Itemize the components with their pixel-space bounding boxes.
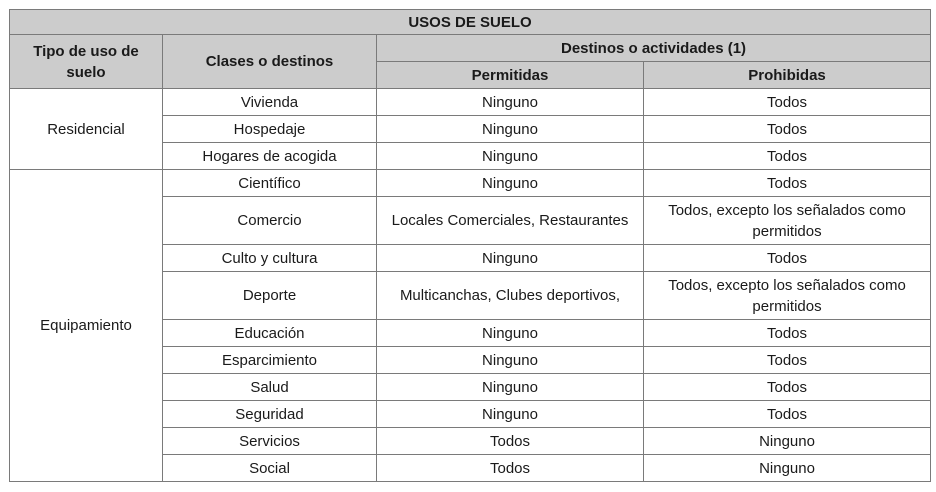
table-title: USOS DE SUELO [10, 10, 931, 35]
permitidas-cell: Ninguno [377, 143, 644, 170]
prohibidas-cell: Todos [644, 320, 931, 347]
clase-cell: Educación [163, 320, 377, 347]
permitidas-cell: Todos [377, 428, 644, 455]
clase-cell: Servicios [163, 428, 377, 455]
permitidas-cell: Todos [377, 455, 644, 482]
prohibidas-cell: Ninguno [644, 455, 931, 482]
prohibidas-cell: Todos [644, 401, 931, 428]
prohibidas-cell: Todos [644, 170, 931, 197]
tipo-cell: Equipamiento [10, 170, 163, 482]
clase-cell: Salud [163, 374, 377, 401]
header-prohibidas: Prohibidas [644, 62, 931, 89]
clase-cell: Científico [163, 170, 377, 197]
clase-cell: Culto y cultura [163, 245, 377, 272]
prohibidas-cell: Todos [644, 374, 931, 401]
header-permitidas: Permitidas [377, 62, 644, 89]
clase-cell: Vivienda [163, 89, 377, 116]
clase-cell: Hogares de acogida [163, 143, 377, 170]
prohibidas-cell: Todos [644, 116, 931, 143]
permitidas-cell: Ninguno [377, 89, 644, 116]
prohibidas-cell: Todos, excepto los señalados como permitidos [644, 197, 931, 245]
clase-cell: Esparcimiento [163, 347, 377, 374]
land-use-table [9, 9, 931, 482]
prohibidas-cell: Ninguno [644, 428, 931, 455]
header-tipo: Tipo de uso de suelo [10, 35, 163, 89]
prohibidas-cell: Todos [644, 245, 931, 272]
clase-cell: Seguridad [163, 401, 377, 428]
header-destinos: Destinos o actividades (1) [377, 35, 931, 62]
prohibidas-cell: Todos [644, 143, 931, 170]
clase-cell: Social [163, 455, 377, 482]
permitidas-cell: Ninguno [377, 116, 644, 143]
header-clases: Clases o destinos [163, 35, 377, 89]
tipo-cell: Residencial [10, 89, 163, 170]
table-row [10, 170, 931, 197]
table-row [10, 89, 931, 116]
permitidas-cell: Ninguno [377, 320, 644, 347]
permitidas-cell: Ninguno [377, 401, 644, 428]
prohibidas-cell: Todos, excepto los señalados como permitidos [644, 272, 931, 320]
permitidas-cell: Ninguno [377, 347, 644, 374]
permitidas-cell: Multicanchas, Clubes deportivos, [377, 272, 644, 320]
clase-cell: Hospedaje [163, 116, 377, 143]
prohibidas-cell: Todos [644, 89, 931, 116]
permitidas-cell: Ninguno [377, 374, 644, 401]
permitidas-cell: Ninguno [377, 245, 644, 272]
permitidas-cell: Ninguno [377, 170, 644, 197]
prohibidas-cell: Todos [644, 347, 931, 374]
permitidas-cell: Locales Comerciales, Restaurantes [377, 197, 644, 245]
clase-cell: Deporte [163, 272, 377, 320]
clase-cell: Comercio [163, 197, 377, 245]
